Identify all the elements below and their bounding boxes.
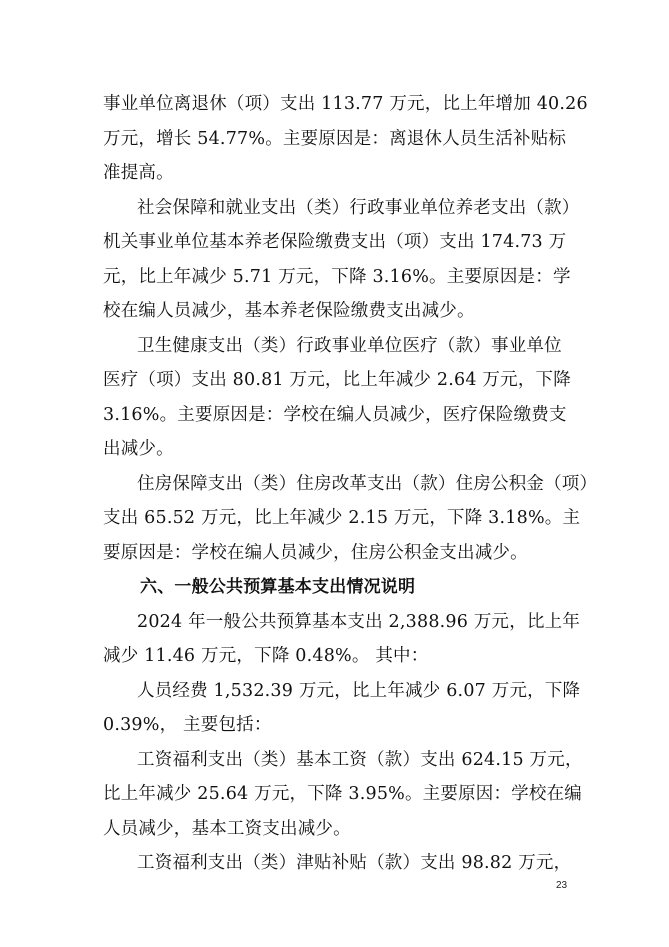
paragraph-line: 3.16%。主要原因是：学校在编人员减少，医疗保险缴费支 bbox=[103, 405, 567, 425]
paragraph-line: 校在编人员减少，基本养老保险缴费支出减少。 bbox=[103, 301, 475, 321]
paragraph-line: 工资福利支出（类）津贴补贴（款）支出 98.82 万元， bbox=[137, 853, 572, 873]
paragraph-line: 机关事业单位基本养老保险缴费支出（项）支出 174.73 万 bbox=[103, 232, 567, 252]
section-heading: 六、一般公共预算基本支出情况说明 bbox=[140, 577, 416, 597]
paragraph-line: 准提高。 bbox=[103, 163, 174, 183]
paragraph-line: 人员经费 1,532.39 万元，比上年减少 6.07 万元，下降 bbox=[137, 681, 581, 701]
paragraph-line: 住房保障支出（类）住房改革支出（款）住房公积金（项） bbox=[137, 474, 598, 494]
paragraph-line: 工资福利支出（类）基本工资（款）支出 624.15 万元， bbox=[137, 750, 583, 770]
paragraph-line: 减少 11.46 万元，下降 0.48%。 其中： bbox=[103, 646, 429, 666]
paragraph-line: 元，比上年减少 5.71 万元，下降 3.16%。主要原因是：学 bbox=[103, 267, 571, 287]
paragraph-line: 比上年减少 25.64 万元，下降 3.95%。主要原因：学校在编 bbox=[103, 784, 582, 804]
paragraph-line: 医疗（项）支出 80.81 万元，比上年减少 2.64 万元，下降 bbox=[103, 370, 571, 390]
paragraph-line: 出减少。 bbox=[103, 439, 174, 459]
paragraph-line: 人员减少，基本工资支出减少。 bbox=[103, 819, 351, 839]
paragraph-line: 社会保障和就业支出（类）行政事业单位养老支出（款） bbox=[137, 198, 580, 218]
page-number: 23 bbox=[556, 880, 568, 891]
paragraph-line: 要原因是：学校在编人员减少，住房公积金支出减少。 bbox=[103, 543, 528, 563]
paragraph-line: 万元，增长 54.77%。主要原因是：离退休人员生活补贴标 bbox=[103, 129, 567, 149]
paragraph-line: 支出 65.52 万元，比上年减少 2.15 万元，下降 3.18%。主 bbox=[103, 508, 581, 528]
paragraph-line: 0.39%， 主要包括： bbox=[103, 715, 272, 735]
paragraph-line: 2024 年一般公共预算基本支出 2,388.96 万元，比上年 bbox=[137, 612, 581, 632]
paragraph-line: 事业单位离退休（项）支出 113.77 万元，比上年增加 40.26 bbox=[103, 94, 588, 114]
paragraph-line: 卫生健康支出（类）行政事业单位医疗（款）事业单位 bbox=[137, 336, 562, 356]
